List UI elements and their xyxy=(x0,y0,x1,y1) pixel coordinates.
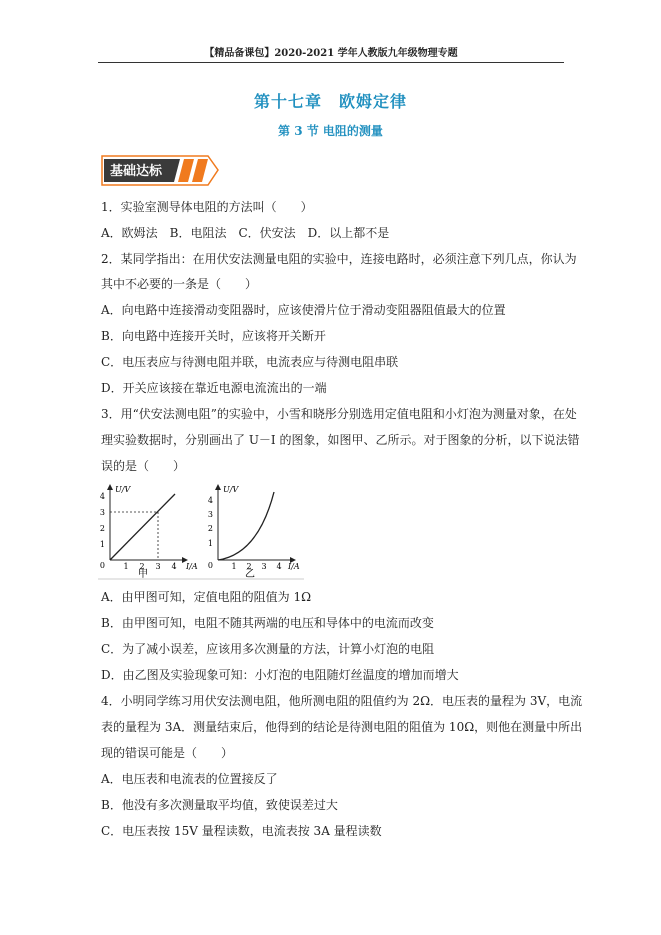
question-4-line-2: 表的量程为 3A．测量结束后，他得到的结论是待测电阻的阻值为 10Ω，则他在测量中所出 xyxy=(101,720,583,734)
q4-option-b: B．他没有多次测量取平均值，致使误差过大 xyxy=(101,798,338,812)
jia-xtick-4: 4 xyxy=(171,562,177,571)
yi-ytick-3: 3 xyxy=(207,510,213,519)
q3-option-d: D．由乙图及实验现象可知：小灯泡的电阻随灯丝温度的增加而增大 xyxy=(101,668,459,682)
jia-origin: 0 xyxy=(99,561,105,570)
jia-ytick-3: 3 xyxy=(99,508,105,517)
jia-ylabel: U/V xyxy=(115,485,131,494)
q3-option-a: A．由甲图可知，定值电阻的阻值为 1Ω xyxy=(101,590,312,604)
q2-option-b: B．向电路中连接开关时，应该将开关断开 xyxy=(101,329,326,343)
jia-ytick-1: 1 xyxy=(99,540,105,549)
jia-ytick-4: 4 xyxy=(99,492,105,501)
graph-jia xyxy=(100,484,198,580)
yi-origin: 0 xyxy=(207,561,213,570)
question-2-line-1: 2．某同学指出：在用伏安法测量电阻的实验中，连接电路时，必须注意下列几点，你认为 xyxy=(101,252,577,266)
yi-ylabel: U/V xyxy=(223,485,239,494)
yi-ytick-4: 4 xyxy=(207,496,213,505)
section-badge xyxy=(100,154,220,187)
yi-ytick-2: 2 xyxy=(207,524,213,533)
yi-xtick-3: 3 xyxy=(261,562,267,571)
yi-xtick-1: 1 xyxy=(231,562,237,571)
yi-xtick-2: 2 xyxy=(246,562,252,571)
q2-option-a: A．向电路中连接滑动变阻器时，应该使滑片位于滑动变阻器阻值最大的位置 xyxy=(101,303,506,317)
yi-ytick-1: 1 xyxy=(207,539,213,548)
q2-option-c: C．电压表应与待测电阻并联，电流表应与待测电阻串联 xyxy=(101,355,399,369)
jia-line xyxy=(110,494,175,560)
jia-xtick-1: 1 xyxy=(123,562,129,571)
question-3-line-2: 理实验数据时，分别画出了 U－I 的图象，如图甲、乙所示。对于图象的分析，以下说法错 xyxy=(101,433,580,447)
chapter-title: 第十七章 欧姆定律 xyxy=(253,92,407,111)
jia-caption: 甲 xyxy=(138,569,148,580)
section-title: 第 3 节 电阻的测量 xyxy=(278,124,383,138)
yi-xtick-4: 4 xyxy=(276,562,282,571)
question-1: 1．实验室测导体电阻的方法叫（ ） xyxy=(101,200,313,214)
question-4-line-1: 4．小明同学练习用伏安法测电阻，他所测电阻的阻值约为 2Ω．电压表的量程为 3V，电流 xyxy=(101,694,583,708)
question-3-line-1: 3．用“伏安法测电阻”的实验中，小雪和晓彤分别选用定值电阻和小灯泡为测量对象，在处 xyxy=(101,407,577,421)
q3-option-c: C．为了减小误差，应该用多次测量的方法，计算小灯泡的电阻 xyxy=(101,642,435,656)
jia-xtick-3: 3 xyxy=(155,562,161,571)
jia-xtick-2: 2 xyxy=(139,562,145,571)
yi-curve xyxy=(218,492,274,560)
question-2-line-2: 其中不必要的一条是（ ） xyxy=(101,277,258,291)
q3-option-b: B．由甲图可知，电阻不随其两端的电压和导体中的电流而改变 xyxy=(101,616,434,630)
question-3-line-3: 误的是（ ） xyxy=(101,459,186,473)
jia-xlabel: I/A xyxy=(186,562,198,571)
q4-option-a: A．电压表和电流表的位置接反了 xyxy=(101,772,278,786)
q1-options: A．欧姆法 B．电阻法 C．伏安法 D．以上都不是 xyxy=(101,226,390,240)
page-header: 【精品备课包】2020-2021 学年人教版九年级物理专题 xyxy=(204,48,458,59)
badge-label: 基础达标 xyxy=(109,164,163,179)
graph-yi xyxy=(208,484,300,580)
jia-y-arrow xyxy=(107,484,113,490)
question-4-line-3: 现的错误可能是（ ） xyxy=(101,746,234,760)
yi-xlabel: I/A xyxy=(288,562,300,571)
header-divider xyxy=(98,62,564,63)
jia-ytick-2: 2 xyxy=(99,524,105,533)
yi-caption: 乙 xyxy=(245,569,255,580)
yi-y-arrow xyxy=(215,484,221,490)
question-3-figure xyxy=(98,484,304,580)
q4-option-c: C．电压表按 15V 量程读数，电流表按 3A 量程读数 xyxy=(101,824,382,838)
q2-option-d: D．开关应该接在靠近电源电流流出的一端 xyxy=(101,381,327,395)
